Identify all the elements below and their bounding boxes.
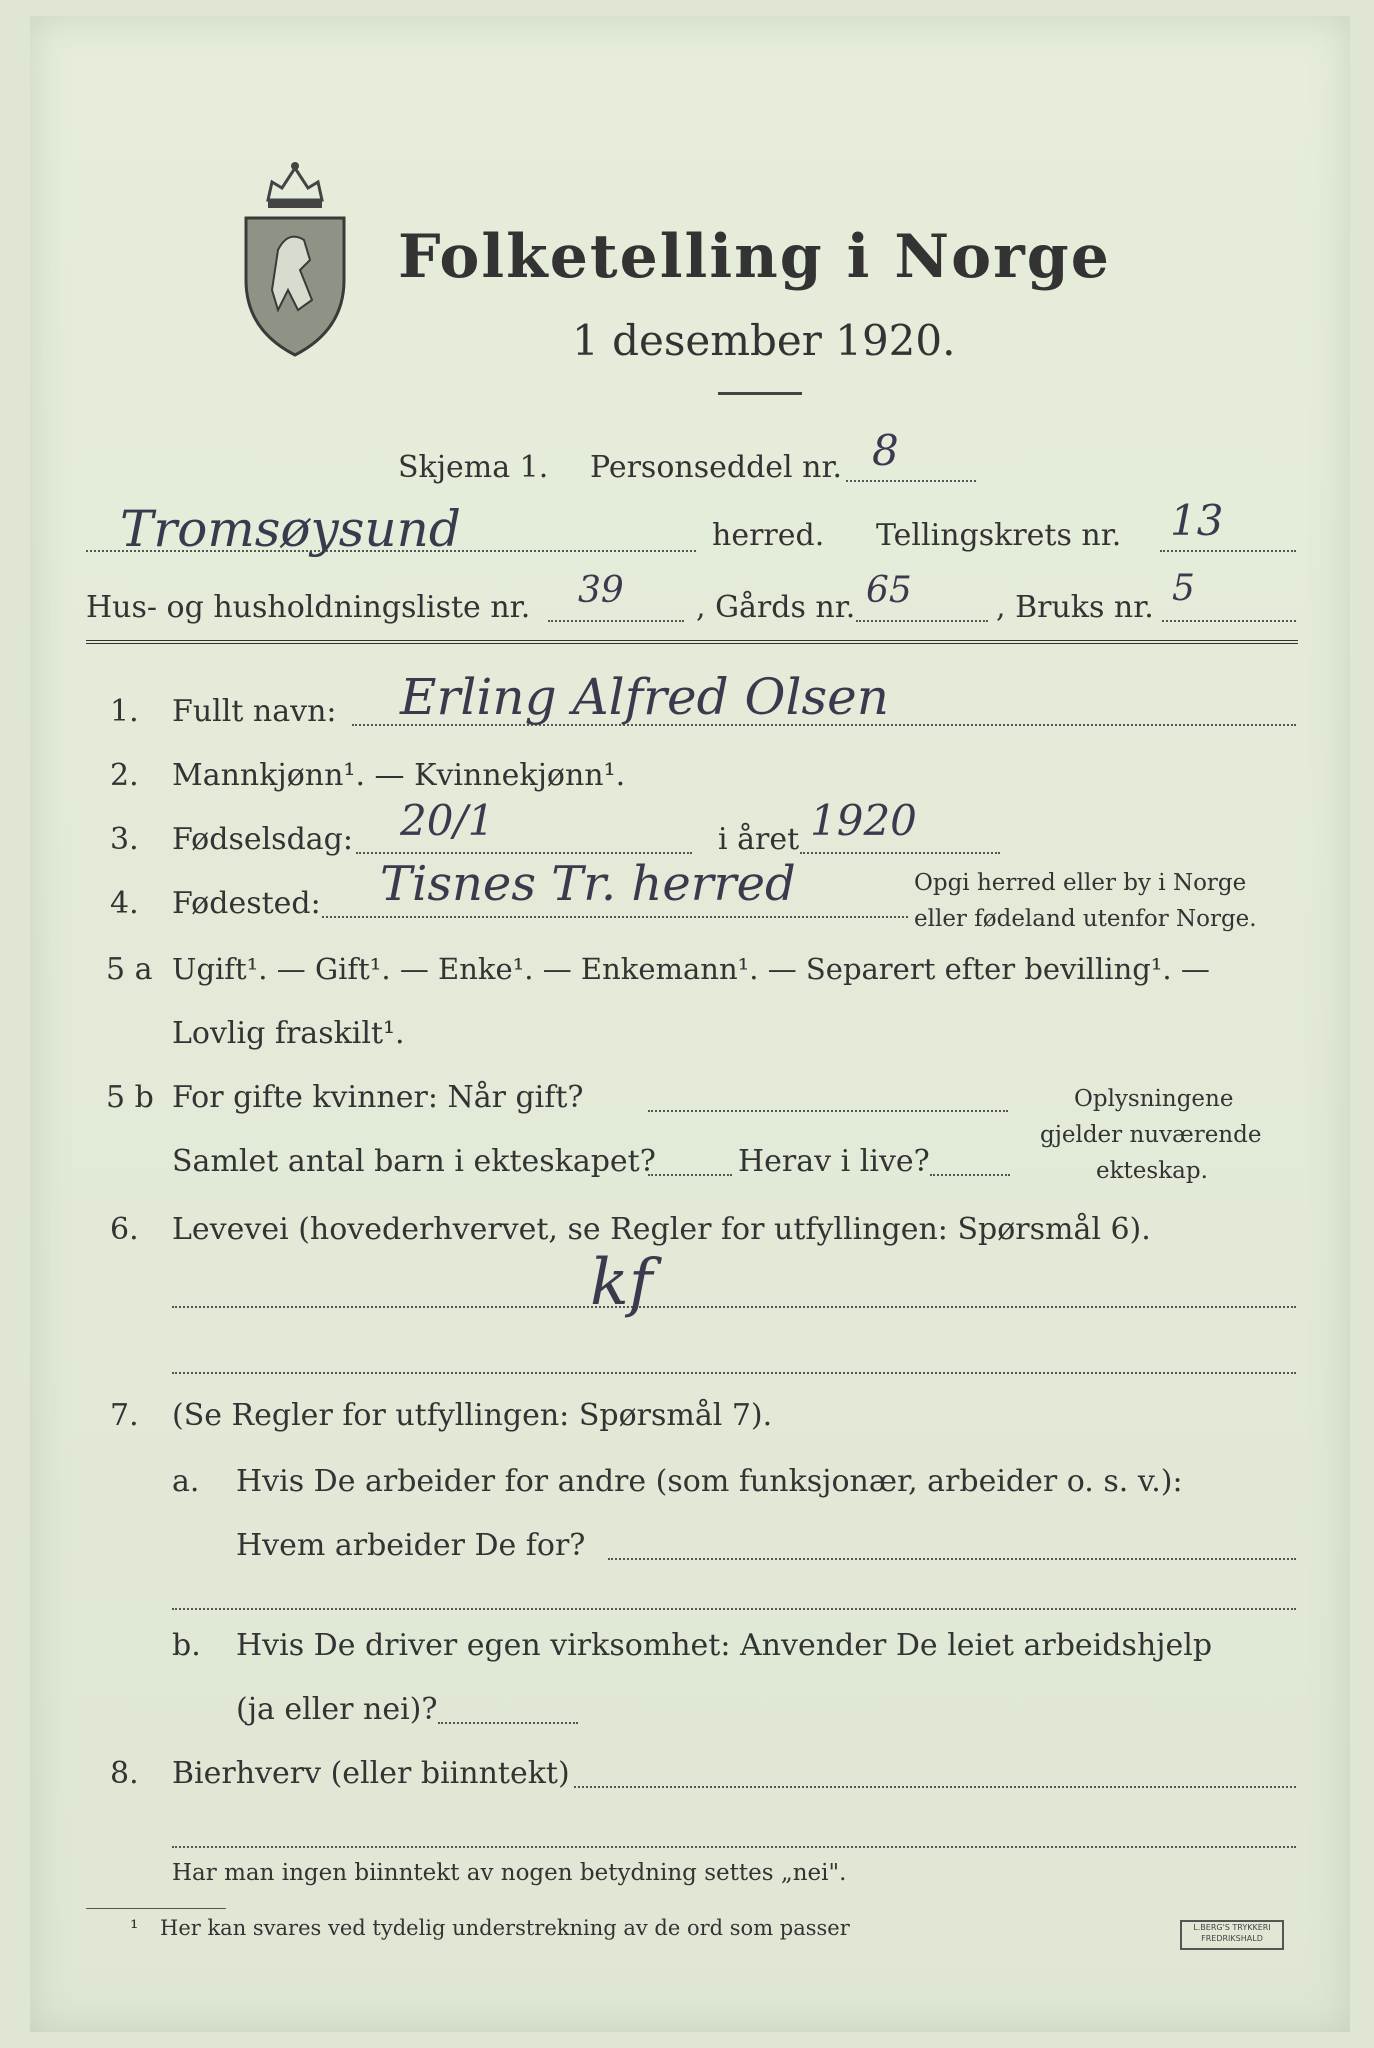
q7a-line-1 (608, 1558, 1296, 1560)
q3-year-value[interactable]: 1920 (810, 796, 917, 845)
q7b-line (438, 1722, 578, 1724)
q7-number: 7. (110, 1398, 139, 1433)
q5b-number: 5 b (106, 1080, 154, 1115)
q3-value[interactable]: 20/1 (400, 796, 495, 845)
personseddel-value[interactable]: 8 (872, 426, 899, 475)
tellingskrets-label: Tellingskrets nr. (876, 518, 1122, 553)
q7-text: (Se Regler for utfyllingen: Spørsmål 7). (172, 1398, 773, 1433)
bruks-value[interactable]: 5 (1172, 568, 1195, 609)
footnote-text: Her kan svares ved tydelig understrekning av de ord som passer (160, 1916, 850, 1940)
q2-text: Mannkjønn¹. — Kvinnekjønn¹. (172, 758, 626, 793)
q4-line (322, 916, 908, 918)
personseddel-label: Personseddel nr. (590, 450, 843, 485)
q5b-label-2: Samlet antal barn i ekteskapet? (172, 1144, 656, 1179)
q5b-label: For gifte kvinner: Når gift? (172, 1080, 584, 1115)
personseddel-line (846, 480, 976, 482)
header-double-rule (86, 640, 1298, 644)
q8-number: 8. (110, 1756, 139, 1791)
q7b-letter: b. (172, 1628, 201, 1663)
q5b-live-label: Herav i live? (738, 1144, 930, 1179)
q1-number: 1. (110, 694, 139, 729)
q4-note-line-1: Opgi herred eller by i Norge (914, 870, 1247, 896)
q6-number: 6. (110, 1212, 139, 1247)
q7b-text-2: (ja eller nei)? (236, 1692, 438, 1727)
q2-number: 2. (110, 758, 139, 793)
q6-value[interactable]: kf (590, 1246, 653, 1320)
q7a-letter: a. (172, 1464, 200, 1499)
q4-note-line-2: eller fødeland utenfor Norge. (914, 906, 1257, 932)
q4-number: 4. (110, 886, 139, 921)
q3-number: 3. (110, 822, 139, 857)
form-title: Folketelling i Norge (398, 222, 1111, 292)
q7a-line-2 (172, 1608, 1296, 1610)
footnote-mark: ¹ (130, 1916, 139, 1940)
hus-value[interactable]: 39 (578, 570, 624, 611)
q5a-text-2: Lovlig fraskilt¹. (172, 1016, 405, 1051)
q5a-number: 5 a (106, 952, 153, 987)
q8-line-1 (574, 1786, 1296, 1788)
gards-value[interactable]: 65 (866, 570, 912, 611)
gards-line (856, 620, 988, 622)
q6-line-2 (172, 1372, 1296, 1374)
q5b-note-line-1: Oplysningene (1074, 1086, 1234, 1112)
tellingskrets-value[interactable]: 13 (1170, 496, 1224, 545)
gards-label: , Gårds nr. (696, 590, 856, 625)
printer-stamp: L.BERG'S TRYKKERI FREDRIKSHALD (1180, 1920, 1284, 1950)
q5b-live-line (930, 1174, 1010, 1176)
hus-label: Hus- og husholdningsliste nr. (86, 590, 531, 625)
norway-coat-of-arms-icon (238, 160, 352, 360)
q7a-text: Hvis De arbeider for andre (som funksjonær, arbeider o. s. v.): (236, 1464, 1183, 1499)
q5a-text: Ugift¹. — Gift¹. — Enke¹. — Enkemann¹. — Separert efter bevilling¹. — (172, 952, 1210, 986)
title-divider (718, 392, 802, 395)
q3-line (356, 852, 692, 854)
q7b-text: Hvis De driver egen virksomhet: Anvender De leiet arbeidshjelp (236, 1628, 1213, 1663)
q5b-when-line (648, 1110, 1008, 1112)
q3-year-line (800, 852, 1000, 854)
tellingskrets-line (1160, 550, 1296, 552)
form-date: 1 desember 1920. (572, 316, 956, 365)
q3-label: Fødselsdag: (172, 822, 353, 857)
bruks-line (1162, 620, 1296, 622)
q4-value[interactable]: Tisnes Tr. herred (380, 856, 796, 912)
herred-label: herred. (712, 518, 825, 553)
q6-line-1 (172, 1306, 1296, 1308)
q5b-children-line (648, 1174, 732, 1176)
q3-year-label: i året (718, 822, 800, 857)
hus-line (548, 620, 684, 622)
q7a-text-2: Hvem arbeider De for? (236, 1528, 586, 1563)
skjema-label: Skjema 1. (398, 450, 549, 485)
q5b-note-line-2: gjelder nuværende (1040, 1122, 1262, 1148)
footnote-divider (86, 1908, 226, 1909)
footer-note: Har man ingen biinntekt av nogen betydning settes „nei". (172, 1860, 847, 1886)
bruks-label: , Bruks nr. (996, 590, 1154, 625)
q8-text: Bierhverv (eller biinntekt) (172, 1756, 570, 1791)
q5b-note-line-3: ekteskap. (1096, 1158, 1208, 1184)
q4-label: Fødested: (172, 886, 321, 921)
q6-text: Levevei (hovederhvervet, se Regler for utfyllingen: Spørsmål 6). (172, 1212, 1151, 1247)
q8-line-2 (172, 1846, 1296, 1848)
q1-value[interactable]: Erling Alfred Olsen (400, 668, 889, 726)
herred-value[interactable]: Tromsøysund (120, 500, 461, 558)
q1-label: Fullt navn: (172, 694, 337, 729)
